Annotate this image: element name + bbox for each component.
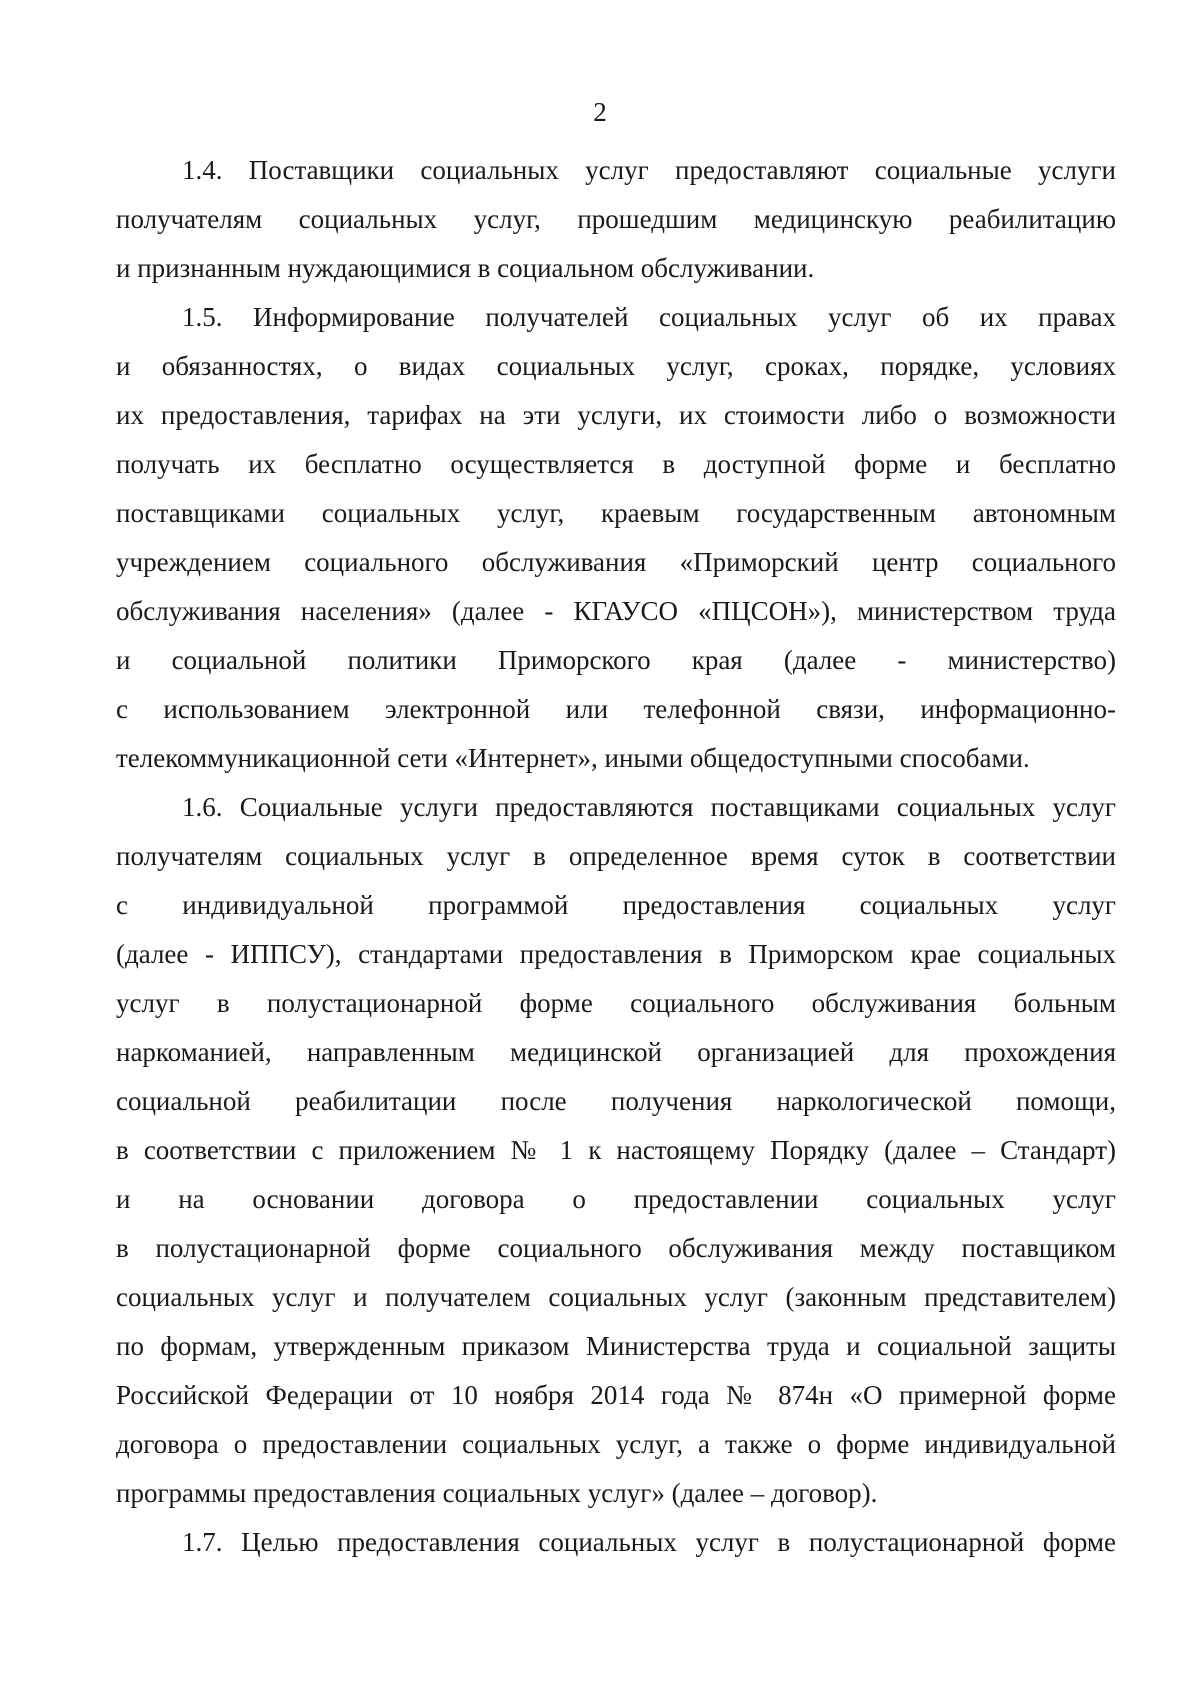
text-line: получателям социальных услуг в определенное время суток в соответствии (116, 841, 1116, 871)
text-line: получать их бесплатно осуществляется в доступной форме и бесплатно (116, 449, 1116, 479)
text-line: и обязанностях, о видах социальных услуг, сроках, порядке, условиях (116, 351, 1116, 381)
text-line: и социальной политики Приморского края (далее - министерство) (116, 645, 1116, 675)
text-line: наркоманией, направленным медицинской организацией для прохождения (116, 1037, 1116, 1067)
text-line: обслуживания населения» (далее - КГАУСО «ПЦСОН»), министерством труда (116, 596, 1116, 626)
text-line: с индивидуальной программой предоставления социальных услуг (116, 890, 1116, 920)
text-line: договора о предоставлении социальных услуг, а также о форме индивидуальной (116, 1429, 1116, 1459)
text-line: и признанным нуждающимися в социальном обслуживании. (116, 253, 815, 283)
text-line: учреждением социального обслуживания «Приморский центр социального (116, 547, 1116, 577)
text-line: поставщиками социальных услуг, краевым государственным автономным (116, 498, 1116, 528)
text-line: 1.4. Поставщики социальных услуг предоставляют социальные услуги (182, 155, 1116, 185)
text-line: телекоммуникационной сети «Интернет», иными общедоступными способами. (116, 743, 1030, 773)
text-line: получателям социальных услуг, прошедшим медицинскую реабилитацию (116, 204, 1116, 234)
text-line: социальной реабилитации после получения наркологической помощи, (116, 1086, 1116, 1116)
text-line: (далее - ИППСУ), стандартами предоставления в Приморском крае социальных (116, 939, 1116, 969)
text-line: 1.6. Социальные услуги предоставляются поставщиками социальных услуг (182, 792, 1116, 822)
text-line: в полустационарной форме социального обслуживания между поставщиком (116, 1233, 1116, 1263)
text-line: Российской Федерации от 10 ноября 2014 года № 874н «О примерной форме (116, 1380, 1116, 1410)
text-line: их предоставления, тарифах на эти услуги, их стоимости либо о возможности (116, 400, 1116, 430)
text-line: в соответствии с приложением № 1 к настоящему Порядку (далее – Стандарт) (116, 1135, 1116, 1165)
text-line: программы предоставления социальных услуг» (далее – договор). (116, 1478, 878, 1508)
text-line: по формам, утвержденным приказом Министерства труда и социальной защиты (116, 1331, 1116, 1361)
document-body (116, 146, 1116, 1567)
text-line: 1.5. Информирование получателей социальных услуг об их правах (182, 302, 1116, 332)
text-line: 1.7. Целью предоставления социальных услуг в полустационарной форме (182, 1527, 1116, 1557)
text-line: и на основании договора о предоставлении социальных услуг (116, 1184, 1116, 1214)
text-line: с использованием электронной или телефонной связи, информационно- (116, 694, 1116, 724)
text-line: услуг в полустационарной форме социального обслуживания больным (116, 988, 1116, 1018)
text-line: социальных услуг и получателем социальных услуг (законным представителем) (116, 1282, 1116, 1312)
page-number: 2 (593, 97, 607, 127)
